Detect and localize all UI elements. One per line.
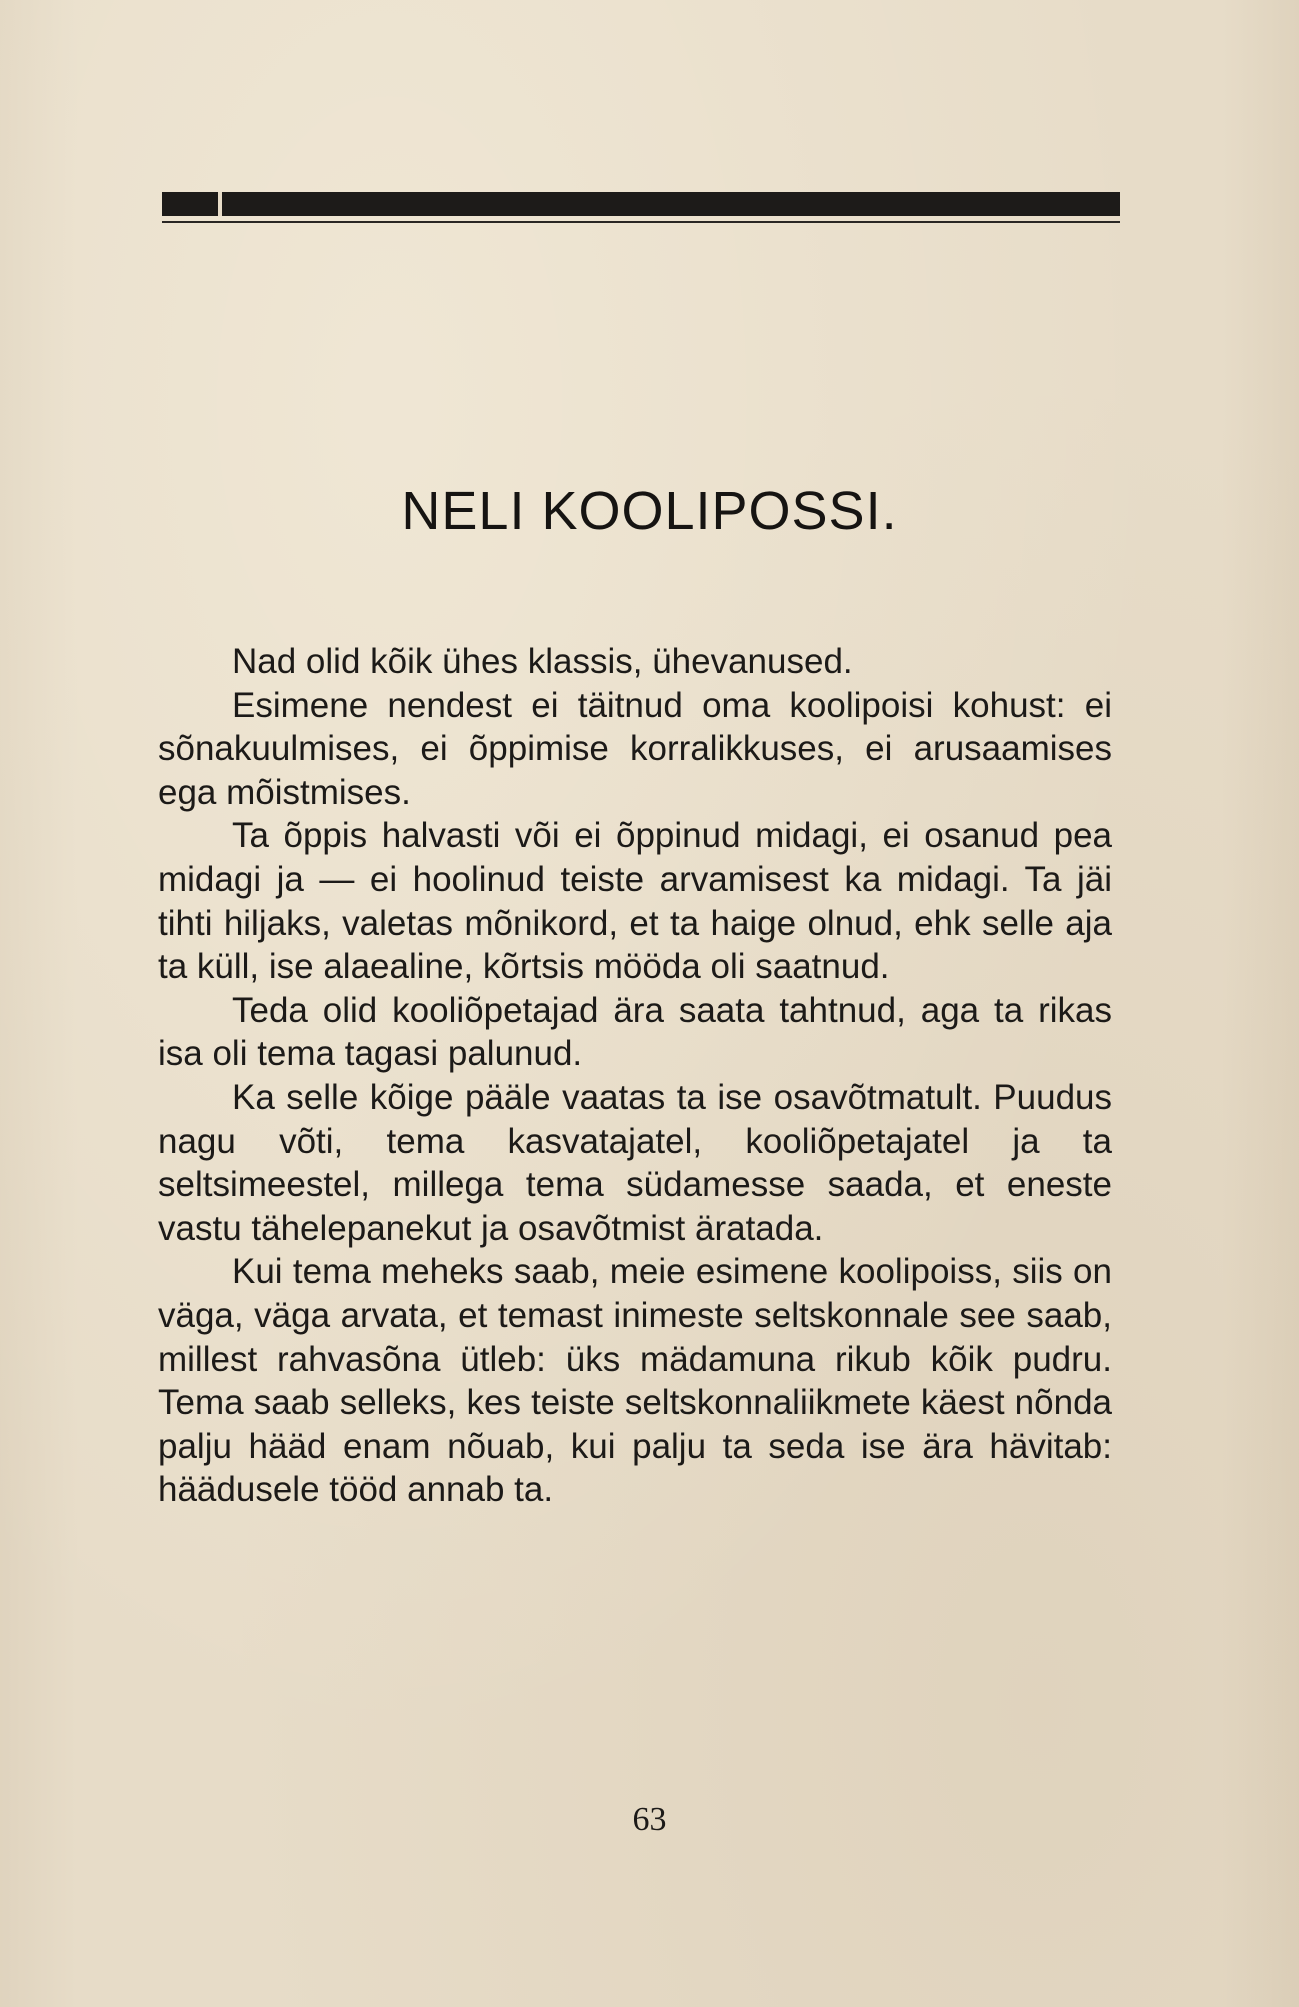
paragraph: Ka selle kõige pääle vaatas ta ise osavõtmatult. Puudus nagu võti, tema kasvatajatel, kooliõpetajatel ja ta seltsimeestel, millega tema südamesse saada, et eneste vastu tähelepanekut ja osavõtmist äratada.	[158, 1077, 1112, 1248]
paragraph: Teda olid kooliõpetajad ära saata tahtnud, aga ta rikas isa oli tema tagasi palunud.	[158, 990, 1112, 1074]
paragraph: Nad olid kõik ühes klassis, ühevanused.	[232, 642, 853, 681]
thin-rule	[162, 221, 1120, 223]
paragraph: Ta õppis halvasti või ei õppinud midagi, ei osanud pea midagi ja — ei hoolinud teiste arvamisest ka midagi. Ta jäi tihti hiljaks, valetas mõnikord, et ta haige olnud, ehk selle aja ta küll, ise alaealine, kõrtsis mööda oli saatnud.	[158, 816, 1112, 987]
chapter-body	[158, 640, 1112, 1512]
page-number: 63	[632, 1801, 667, 1838]
chapter-header-rule	[162, 192, 1120, 223]
paragraph: Esimene nendest ei täitnud oma koolipoisi kohust: ei sõnakuulmises, ei õppimise korralikkuses, ei arusaamises ega mõistmises.	[158, 685, 1112, 812]
thick-rule	[162, 192, 1120, 216]
chapter-title: NELI KOOLIPOSSI.	[401, 481, 898, 541]
paragraph: Kui tema meheks saab, meie esimene koolipoiss, siis on väga, väga arvata, et temast inimeste seltskonnale see saab, millest rahvasõna ütleb: üks mädamuna rikub kõik pudru. Tema saab selleks, kes teiste seltskonnaliikmete käest nõnda palju hääd enam nõuab, kui palju ta seda ise ära hävitab: häädusele tööd annab ta.	[158, 1252, 1112, 1510]
